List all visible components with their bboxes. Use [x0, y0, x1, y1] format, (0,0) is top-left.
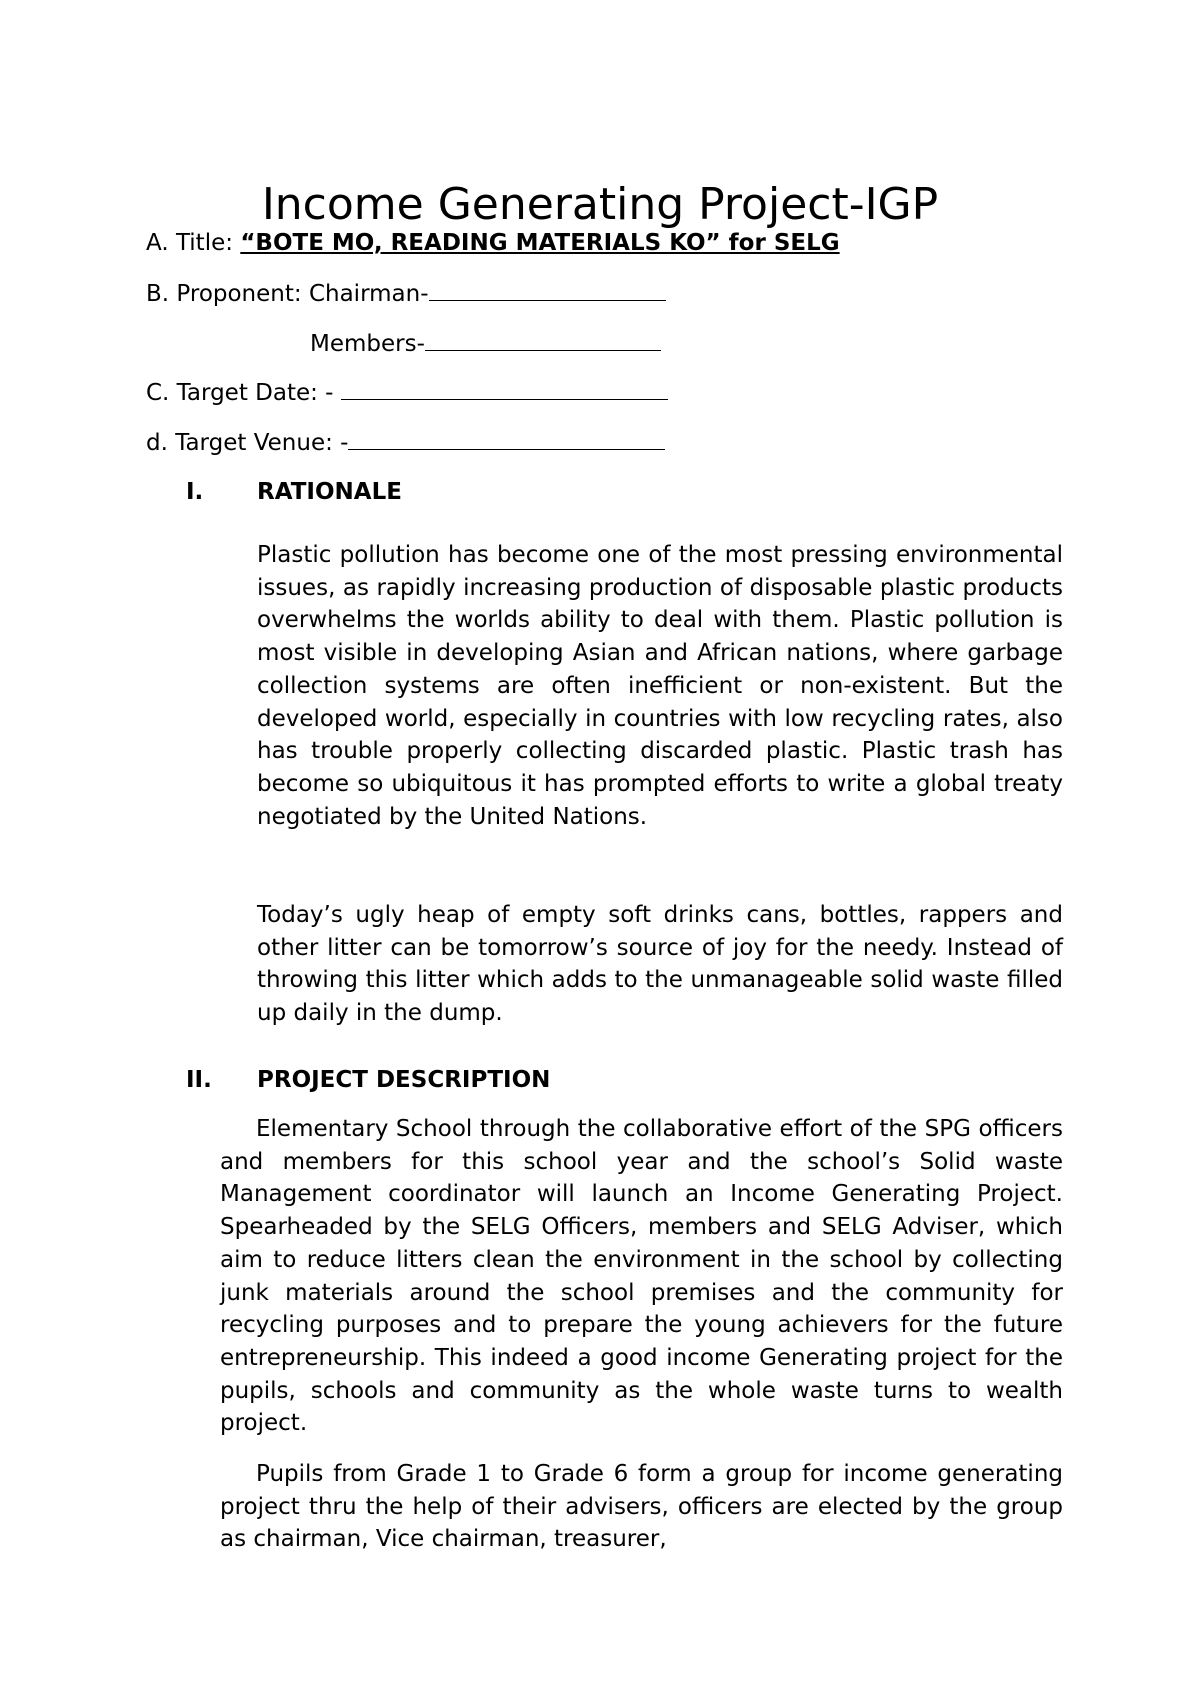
section-1-heading: RATIONALE: [257, 479, 402, 505]
section-1-numeral: I.: [186, 479, 204, 505]
chairman-blank-line: [429, 280, 666, 301]
target-date-field: [146, 378, 668, 408]
project-description-paragraph-1-text: Elementary School through the collaborative effort of the SPG officers and members for this school year and the school’s Solid waste Management coordinator will launch an Income Generating Project. Spearheaded by the SELG Officers, members and SELG Adviser, which aim to reduce litters clean the environment in the school by collecting junk materials around the school premises and the community for recycling purposes and to prepare the young achievers for the future entrepreneurship. This indeed a good income Generating project for the pupils, schools and community as the whole waste turns to wealth project.: [220, 1116, 1063, 1437]
rationale-paragraph-1: Plastic pollution has become one of the most pressing environmental issues, as rapidly increasing production of disposable plastic products overwhelms the worlds ability to deal with them. Plastic pollution is most visible in developing Asian and African nations, where garbage collection systems are often inefficient or non-existent. But the developed world, especially in countries with low recycling rates, also has trouble properly collecting discarded plastic. Plastic trash has become so ubiquitous it has prompted efforts to write a global treaty negotiated by the United Nations.: [257, 542, 1063, 830]
members-label: Members-: [310, 331, 425, 357]
target-date-label: C. Target Date: -: [146, 380, 341, 406]
document-title: Income Generating Project-IGP: [261, 179, 939, 231]
proponent-field: [146, 279, 666, 309]
project-description-paragraph-2-text: Pupils from Grade 1 to Grade 6 form a group for income generating project thru the help of their advisers, officers are elected by the group as chairman, Vice chairman, treasurer,: [220, 1461, 1063, 1553]
members-blank-line: [425, 330, 661, 351]
target-venue-blank-line: [348, 429, 665, 450]
target-venue-label: d. Target Venue: -: [146, 430, 349, 456]
members-field: [310, 329, 661, 359]
target-date-blank-line: [341, 379, 668, 400]
project-description-paragraph-2: [220, 1458, 1063, 1556]
target-venue-field: [146, 428, 665, 458]
title-label: A. Title:: [146, 230, 241, 256]
proponent-label: B. Proponent: Chairman-: [146, 281, 429, 307]
section-2-heading: PROJECT DESCRIPTION: [257, 1067, 551, 1093]
title-field: [146, 228, 840, 258]
project-description-paragraph-1: [220, 1113, 1063, 1440]
section-2-numeral: II.: [186, 1067, 212, 1093]
title-value: “BOTE MO, READING MATERIALS KO” for SELG: [240, 230, 840, 256]
rationale-paragraph-2: Today’s ugly heap of empty soft drinks cans, bottles, rappers and other litter can be tomorrow’s source of joy for the needy. Instead of throwing this litter which adds to the unmanageable solid waste filled up daily in the dump.: [257, 902, 1063, 1027]
